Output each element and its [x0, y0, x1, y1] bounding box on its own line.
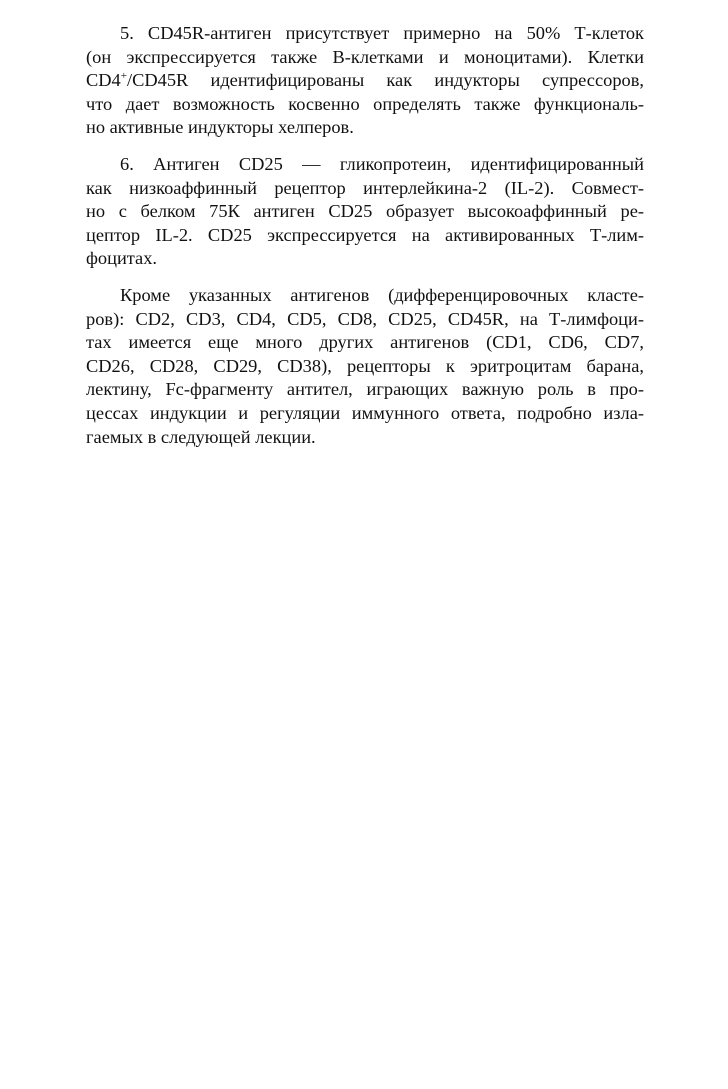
body-text — [86, 22, 644, 449]
text-line: ров): CD2, CD3, CD4, CD5, CD8, CD25, CD45R, на Т-лимфоци- — [86, 308, 644, 329]
text-line: но активные индукторы хелперов. — [86, 117, 354, 138]
paragraph-gap — [86, 271, 644, 284]
text-line: как низкоаффинный рецептор интерлейкина-2 (IL-2). Совмест- — [86, 177, 644, 198]
text-line: фоцитах. — [86, 248, 158, 269]
text-line: цессах индукции и регуляции иммунного ответа, подробно изла- — [86, 402, 644, 423]
paragraph-cd25 — [86, 153, 644, 271]
paragraph-gap — [86, 140, 644, 153]
text-line: но с белком 75К антиген CD25 образует высокоаффинный ре- — [86, 201, 644, 222]
text-line: что дает возможность косвенно определять также функциональ- — [86, 93, 644, 114]
superscript-plus: + — [120, 70, 127, 83]
text-line: Кроме указанных антигенов (дифференцировочных класте- — [120, 284, 644, 305]
text-line: цептор IL-2. CD25 экспрессируется на активированных Т-лим- — [86, 224, 644, 245]
text-line: 6. Антиген CD25 — гликопротеин, идентифицированный — [120, 153, 644, 174]
text-line: лектину, Fc-фрагменту антител, играющих важную роль в про- — [86, 379, 644, 400]
text-line: CD26, CD28, CD29, CD38), рецепторы к эритроцитам барана, — [86, 355, 644, 376]
paragraph-other-antigens — [86, 284, 644, 449]
text-line: гаемых в следующей лекции. — [86, 426, 316, 447]
text-line: 5. CD45R-антиген присутствует примерно на 50% Т-клеток — [120, 23, 644, 43]
text-line: (он экспрессируется также В-клетками и моноцитами). Клетки — [86, 46, 644, 67]
text-line: CD4+/CD45R идентифицированы как индукторы супрессоров, — [86, 70, 644, 91]
text-line: тах имеется еще много других антигенов (CD1, CD6, CD7, — [86, 332, 644, 353]
paragraph-cd45r — [86, 22, 644, 140]
